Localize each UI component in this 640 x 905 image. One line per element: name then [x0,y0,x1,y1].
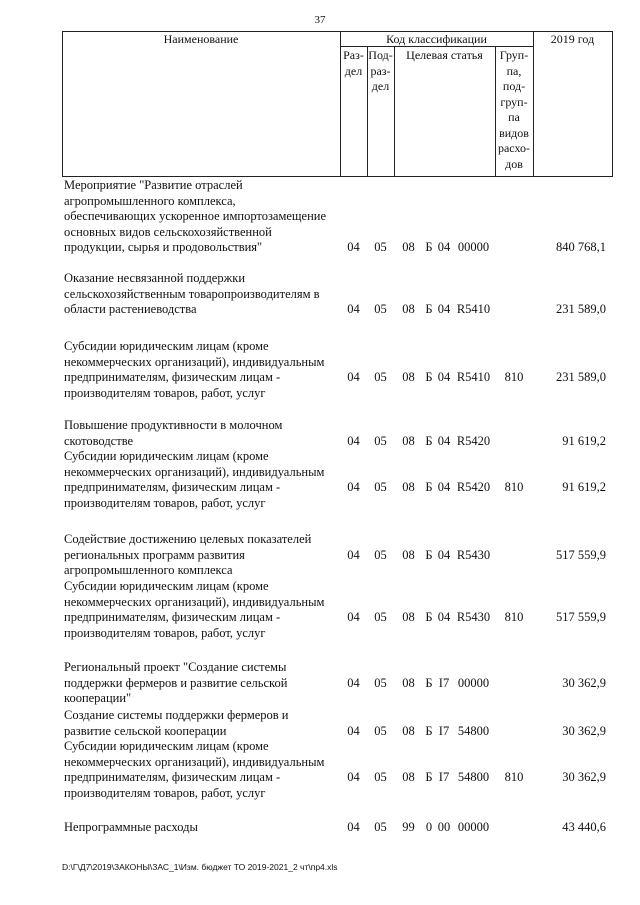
header-group: Груп- па, под- груп- па видов расхо- дов [497,48,531,171]
row-name-line: предпринимателям, физическим лицам - [64,480,281,494]
code-cs3: R5420 [456,480,491,494]
amount: 30 362,9 [562,723,606,738]
amount: 43 440,6 [562,820,606,834]
code-cs2: 04 [437,370,451,384]
code-cs3: 54800 [457,723,490,738]
code-cs1: Б [425,770,433,784]
row-name-line: предпринимателям, физическим лицам - [64,370,281,384]
row-name-line: региональных программ развития [64,547,245,562]
row-name-line: некоммерческих организаций), индивидуальным [64,754,325,769]
row-name-line: поддержки фермеров и развитие сельской [64,675,288,690]
amount: 91 619,2 [562,480,606,494]
amount: 840 768,1 [556,240,606,254]
code-podrazdel: 05 [374,240,387,254]
code-cs0: 08 [402,547,415,562]
row-name-line: предпринимателям, физическим лицам - [64,610,281,624]
code-vr: 810 [504,770,524,784]
header-classification: Код классификации [386,32,487,46]
code-cs1: Б [425,302,433,316]
code-cs3: R5410 [456,302,491,316]
code-razdel: 04 [347,723,360,738]
code-cs2: I7 [438,770,450,784]
row-name-line: Мероприятие "Развитие отраслей [64,178,243,192]
amount: 231 589,0 [556,302,606,316]
row-name-line: Содействие достижению целевых показателей [64,532,312,546]
code-cs0: 08 [402,480,415,494]
code-razdel: 04 [347,480,360,494]
page-number: 37 [314,14,326,26]
row-name-line: области растениеводства [64,302,197,316]
code-cs0: 08 [402,240,415,254]
code-cs3: 54800 [457,770,490,784]
file-path-footer: D:\Г\Д7\2019\ЗАКОНЫ\ЗАС_1\Изм. бюджет ТО 2019-2021_2 чт\пр4.xls [62,862,338,872]
row-name [64,820,344,836]
row-name-line: Региональный проект "Создание системы [64,660,287,674]
code-cs0: 08 [402,723,415,738]
code-cs3: R5420 [456,433,491,448]
row-name-line: некоммерческих организаций), индивидуальным [64,464,325,479]
row-name-line: развитие сельской кооперации [64,723,227,738]
row-name-line: агропромышленного комплекса, [64,193,236,208]
code-cs2: 04 [437,302,451,316]
row-name-line: сельскохозяйственным товаропроизводителям в [64,286,320,301]
row-name [64,532,344,579]
code-cs0: 99 [402,820,415,834]
code-cs0: 08 [402,675,415,690]
row-name-line: агропромышленного комплекса [64,563,233,577]
code-podrazdel: 05 [374,820,387,834]
code-cs1: Б [425,370,433,384]
row-name-line: некоммерческих организаций), индивидуальным [64,594,325,609]
row-name-line: Повышение продуктивности в молочном [64,418,283,432]
code-podrazdel: 05 [374,480,387,494]
code-razdel: 04 [347,240,360,254]
code-razdel: 04 [347,433,360,448]
header-target: Целевая статья [406,48,483,62]
code-cs0: 08 [402,610,415,624]
row-name-line: производителям товаров, работ, услуг [64,495,266,510]
row-name-line: предпринимателям, физическим лицам - [64,770,281,784]
row-name-line: Непрограммные расходы [64,820,198,834]
code-cs1: 0 [425,820,433,834]
code-cs2: 04 [437,240,451,254]
code-cs2: 00 [437,820,451,834]
amount: 30 362,9 [562,770,606,784]
row-name [64,339,344,401]
code-vr: 810 [504,370,524,384]
code-razdel: 04 [347,370,360,384]
row-name [64,579,344,641]
code-cs3: R5430 [456,547,491,562]
code-cs0: 08 [402,302,415,316]
row-name [64,449,344,511]
row-name [64,660,344,707]
row-name [64,418,344,449]
code-podrazdel: 05 [374,770,387,784]
code-podrazdel: 05 [374,370,387,384]
code-razdel: 04 [347,547,360,562]
code-razdel: 04 [347,770,360,784]
code-cs0: 08 [402,433,415,448]
row-name-line: Субсидии юридическим лицам (кроме [64,739,269,753]
code-cs1: Б [425,547,433,562]
row-name-line: производителям товаров, работ, услуг [64,385,266,400]
row-name-line: Оказание несвязанной поддержки [64,271,246,285]
code-cs0: 08 [402,370,415,384]
code-cs2: 04 [437,480,451,494]
row-name-line: продукции, сырья и продовольствия" [64,240,263,254]
code-cs3: 00000 [457,675,490,690]
code-podrazdel: 05 [374,675,387,690]
row-name-line: кооперации" [64,691,132,705]
amount: 91 619,2 [562,433,606,448]
header-subsection: Под- раз- дел [368,48,393,93]
code-cs1: Б [425,723,433,738]
code-cs3: R5410 [456,370,491,384]
code-razdel: 04 [347,675,360,690]
row-name [64,271,344,318]
amount: 517 559,9 [556,610,606,624]
code-cs0: 08 [402,770,415,784]
code-podrazdel: 05 [374,723,387,738]
row-name [64,178,344,256]
code-razdel: 04 [347,302,360,316]
header-section: Раз- дел [343,48,364,78]
code-cs1: Б [425,610,433,624]
code-podrazdel: 05 [374,547,387,562]
row-name [64,739,344,801]
row-name-line: Субсидии юридическим лицам (кроме [64,449,269,463]
amount: 231 589,0 [556,370,606,384]
row-name-line: Субсидии юридическим лицам (кроме [64,339,269,353]
code-podrazdel: 05 [374,433,387,448]
code-cs1: Б [425,240,433,254]
code-vr: 810 [504,480,524,494]
code-razdel: 04 [347,820,360,834]
code-cs1: Б [425,480,433,494]
header-year: 2019 год [550,32,595,46]
row-name-line: Субсидии юридическим лицам (кроме [64,579,269,593]
row-name-line: основных видов сельскохозяйственной [64,224,272,239]
row-name-line: производителям товаров, работ, услуг [64,785,266,800]
row-name-line: производителям товаров, работ, услуг [64,625,266,640]
code-vr: 810 [504,610,524,624]
code-podrazdel: 05 [374,610,387,624]
row-name-line: скотоводстве [64,433,134,448]
row-name-line: некоммерческих организаций), индивидуальным [64,354,325,369]
code-razdel: 04 [347,610,360,624]
row-name-line: Создание системы поддержки фермеров и [64,708,289,722]
code-cs2: 04 [437,547,451,562]
row-name-line: обеспечивающих ускоренное импортозамещение [64,209,327,223]
code-cs3: 00000 [457,240,490,254]
code-cs1: Б [425,433,433,448]
code-cs1: Б [425,675,433,690]
amount: 30 362,9 [562,675,606,690]
code-cs3: R5430 [456,610,491,624]
header-name: Наименование [163,32,239,46]
code-cs2: I7 [438,675,450,690]
amount: 517 559,9 [556,547,606,562]
code-cs2: I7 [438,723,450,738]
code-cs3: 00000 [457,820,490,834]
code-podrazdel: 05 [374,302,387,316]
row-name [64,708,344,739]
code-cs2: 04 [437,433,451,448]
code-cs2: 04 [437,610,451,624]
